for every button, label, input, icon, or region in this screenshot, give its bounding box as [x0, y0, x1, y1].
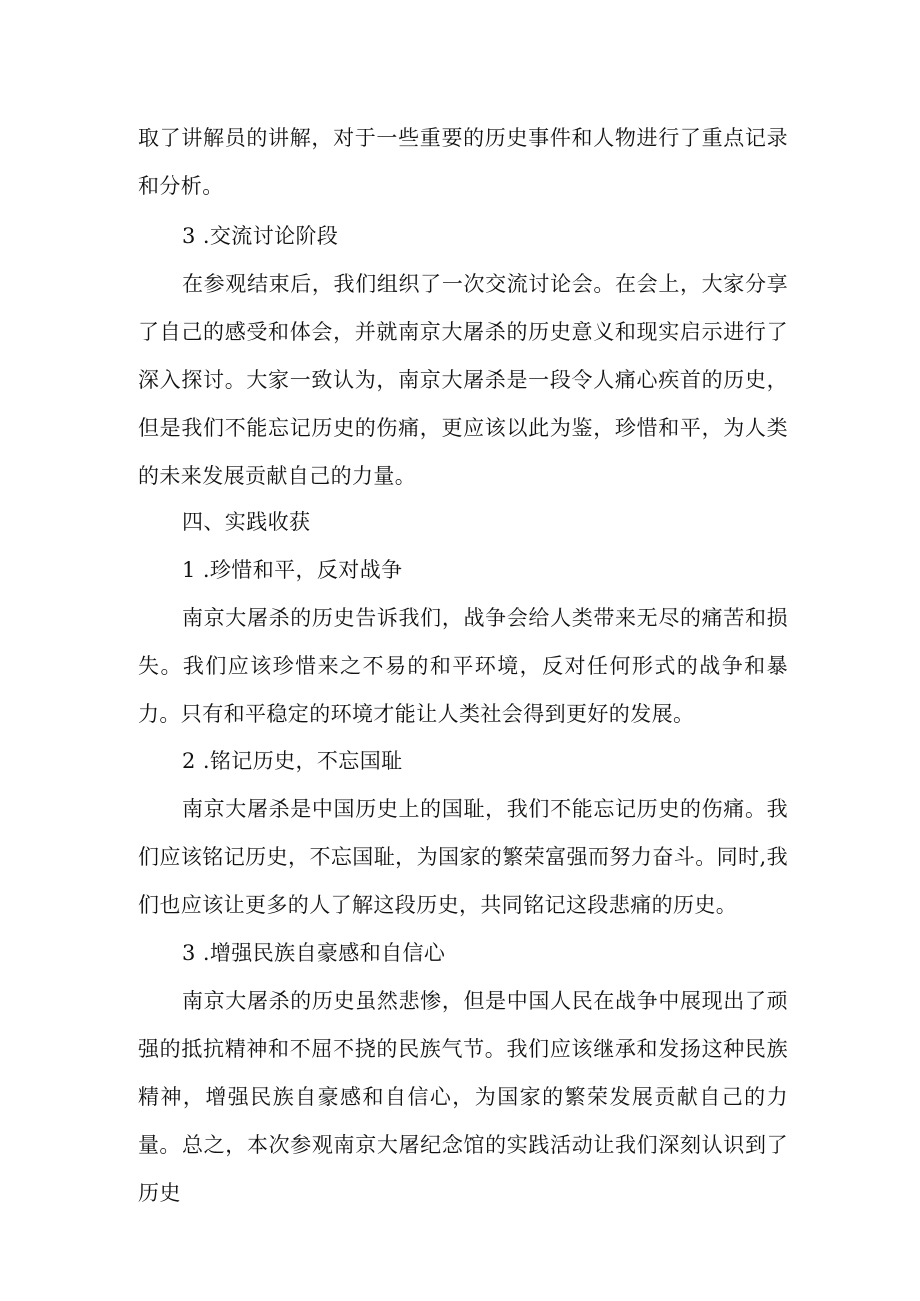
paragraph-exchange-discussion: 在参观结束后，我们组织了一次交流讨论会。在会上，大家分享了自己的感受和体会，并就南京大屠杀的历史意义和现实启示进行了深入探讨。大家一致认为，南京大屠杀是一段令人痛心疾首的历史，但是我们不能忘记历史的伤痛，更应该以此为鉴，珍惜和平，为人类的未来发展贡献自己的力量。 [138, 272, 788, 488]
heading-remember-history: 2 .铭记历史，不忘国耻 [182, 749, 403, 773]
paragraph-cherish-peace: 南京大屠杀的历史告诉我们，战争会给人类带来无尽的痛苦和损失。我们应该珍惜来之不易的和平环境，反对任何形式的战争和暴力。只有和平稳定的环境才能让人类社会得到更好的发展。 [138, 606, 788, 726]
heading-cherish-peace: 1 .珍惜和平，反对战争 [182, 558, 403, 582]
heading-section-four: 四、实践收获 [182, 510, 311, 534]
heading-national-pride: 3 .增强民族自豪感和自信心 [182, 941, 446, 965]
paragraph-national-pride: 南京大屠杀的历史虽然悲惨，但是中国人民在战争中展现出了顽强的抵抗精神和不屈不挠的民族气节。我们应该继承和发扬这种民族精神，增强民族自豪感和自信心，为国家的繁荣发展贡献自己的力量。 [138, 989, 788, 1157]
paragraph-conclusion: 总之，本次参观南京大屠纪念馆的实践活动让我们深刻认识到了历史 [138, 1133, 788, 1205]
paragraph-continued: 取了讲解员的讲解，对于一些重要的历史事件和人物进行了重点记录和分析。 [138, 126, 788, 198]
paragraph-remember-history: 南京大屠杀是中国历史上的国耻，我们不能忘记历史的伤痛。我们应该铭记历史，不忘国耻，为国家的繁荣富强而努力奋斗。同时,我们也应该让更多的人了解这段历史，共同铭记这段悲痛的历史。 [138, 797, 788, 917]
heading-exchange-discussion: 3 .交流讨论阶段 [182, 224, 339, 248]
